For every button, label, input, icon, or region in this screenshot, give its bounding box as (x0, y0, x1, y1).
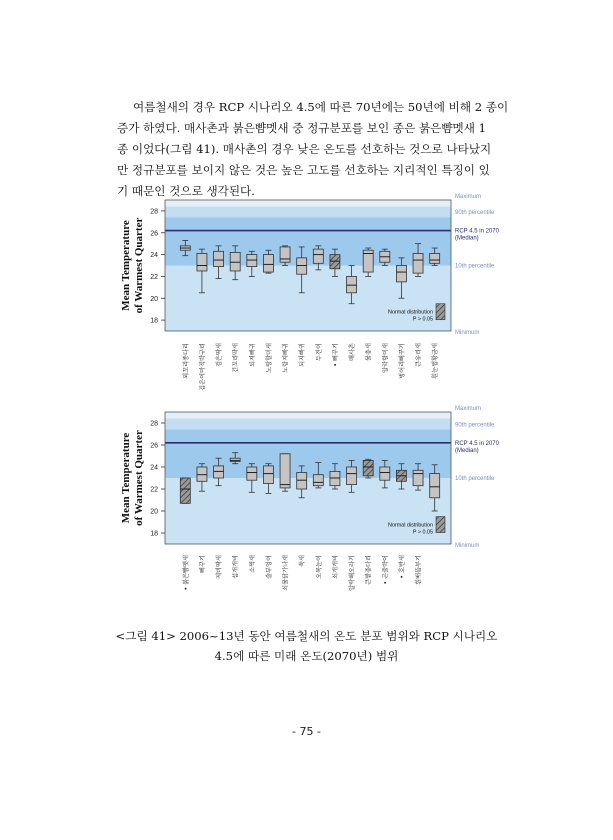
box-iqr (413, 253, 423, 273)
box-iqr (313, 475, 323, 486)
y-tick-label: 18 (150, 530, 158, 538)
category-label: 제비딱새 (216, 555, 224, 579)
y-tick-label: 24 (150, 464, 158, 472)
paragraph-line: 여름철새의 경우 RCP 시나리오 4.5에 따른 70년에는 50년에 비해 2 종이 (133, 100, 509, 114)
y-tick-label: 28 (150, 420, 158, 428)
category-label: 큰밭종다리 (365, 555, 373, 585)
chart-svg (115, 405, 515, 625)
box-iqr (413, 470, 423, 485)
category-label: 매사촌 (349, 343, 357, 361)
figure-caption-line-1: <그림 41> 2006~13년 동안 여름철새의 온도 분포 범위와 RCP 시나리오 (115, 629, 498, 643)
category-label: 되지빠귀 (299, 343, 307, 367)
paragraph-line: 증가 하였다. 매사촌과 붉은뺨멧새 중 정규분포를 보인 종은 붉은뺨멧새 1 (117, 121, 487, 135)
category-label: 쑥새 (299, 555, 307, 567)
box-iqr (263, 466, 273, 484)
band-label-10th: 10th percentile (455, 263, 495, 270)
band-label-90th: 90th percentile (455, 422, 495, 429)
category-label: 물총새 (365, 343, 373, 361)
paragraph-line: 종 이었다(그림 41). 매사촌의 경우 낮은 온도를 선호하는 것으로 나타났지 (117, 142, 492, 156)
chart-svg (115, 193, 515, 408)
box-iqr (430, 474, 440, 498)
category-label: 흰눈썹황금새 (432, 343, 440, 379)
box-iqr (313, 249, 323, 263)
category-label: • 곤줄박이 (382, 555, 390, 585)
y-axis-title-line-2: of Warmest Quarter (133, 430, 145, 526)
box-iqr (330, 255, 340, 269)
band-label-minimum: Minimum (455, 543, 480, 549)
legend-swatch (436, 517, 445, 533)
box-iqr (347, 467, 357, 485)
category-label: 검은딱새 (216, 343, 224, 367)
category-label: 검은이마직박구리 (199, 343, 207, 391)
band-above-max (165, 412, 451, 419)
category-label: 노랑지빠귀 (282, 343, 290, 373)
box-iqr (430, 253, 440, 263)
category-label: • 붉은뺨멧새 (182, 555, 190, 591)
box-iqr (297, 473, 307, 490)
box-iqr (247, 255, 257, 267)
box-iqr (214, 251, 224, 266)
box-iqr (347, 276, 357, 292)
y-tick-label: 18 (150, 317, 158, 325)
category-label: 오목눈이 (315, 555, 323, 579)
y-tick-label: 20 (150, 295, 158, 303)
band-label-rcp-line-1: RCP 4.5 in 2070 (455, 440, 499, 447)
box-iqr (396, 266, 406, 282)
y-tick-label: 24 (150, 252, 158, 260)
legend-text-line-1: Normal distribution (388, 309, 433, 316)
band-label-rcp-line-2: (Median) (455, 235, 479, 242)
category-label: 벙어리뻐꾸기 (398, 343, 406, 379)
y-tick-label: 22 (150, 486, 158, 494)
legend-text-line-2: P > 0.05 (412, 529, 433, 536)
y-axis-title-line-1: Mean Temperature (120, 432, 132, 524)
category-label: 꾀꼬리종다리 (182, 343, 190, 379)
category-label: 큰유리새 (415, 343, 423, 367)
box-iqr (280, 454, 290, 488)
box-iqr (197, 467, 207, 481)
y-tick-label: 26 (150, 442, 158, 450)
box-iqr (230, 458, 240, 461)
paragraph-line: 만 정규분포를 보이지 않은 것은 높은 고도를 선호하는 지리적인 특징이 있 (117, 163, 490, 177)
box-iqr (214, 466, 224, 478)
box-iqr (297, 258, 307, 274)
category-label: 뻐꾸기 (199, 555, 207, 573)
category-label: 소쩍새 (249, 555, 257, 573)
y-tick-label: 22 (150, 273, 158, 281)
category-label: 쇠개개비 (332, 555, 340, 579)
figure-caption-line-2: 4.5에 따른 미래 온도(2070년) 범위 (214, 649, 399, 663)
category-label: 알락할미새 (382, 343, 390, 373)
band-label-maximum: Maximum (455, 193, 482, 200)
category-label: 섬개개비 (232, 555, 240, 579)
band-label-90th: 90th percentile (455, 210, 495, 217)
y-tick-label: 26 (150, 230, 158, 238)
y-tick-label: 28 (150, 208, 158, 216)
legend-swatch (436, 304, 445, 320)
box-iqr (280, 247, 290, 262)
band-label-rcp-line-1: RCP 4.5 in 2070 (455, 228, 499, 235)
category-label: 되지빠귀 (249, 343, 257, 367)
body-paragraph (117, 97, 509, 202)
boxplot-chart-summer-birds-1 (115, 193, 515, 408)
box-iqr (380, 467, 390, 480)
box-iqr (330, 471, 340, 485)
band-label-minimum: Minimum (455, 330, 480, 336)
page-number: - 75 - (292, 725, 321, 738)
box-iqr (363, 460, 373, 475)
category-label: 노랑할미새 (265, 343, 273, 373)
boxplot-chart-summer-birds-2 (115, 405, 515, 625)
category-label: 긴꼬리딱새 (232, 343, 240, 373)
band-label-10th: 10th percentile (455, 476, 495, 482)
band-label-rcp-line-2: (Median) (455, 447, 479, 454)
category-label: 솔부엉이 (265, 555, 273, 579)
category-label: • 호반새 (398, 555, 406, 579)
legend-text-line-2: P > 0.05 (412, 316, 433, 323)
box-iqr (197, 253, 207, 270)
category-label: 쇠물닭가나새 (282, 555, 290, 591)
box-iqr (230, 252, 240, 271)
box-iqr (263, 255, 273, 272)
band-above-max (165, 200, 451, 207)
y-axis-title-line-2: of Warmest Quarter (133, 217, 145, 314)
box-iqr (180, 478, 190, 503)
category-label: 흰배뜸부기 (415, 555, 423, 585)
y-axis-title-line-1: Mean Temperature (120, 220, 132, 311)
category-label: 두견이 (315, 343, 323, 361)
category-label: • 뻐꾸기 (332, 343, 340, 367)
legend-text-line-1: Normal distribution (388, 522, 433, 529)
box-iqr (247, 467, 257, 480)
band-label-maximum: Maximum (455, 405, 482, 412)
paragraph-line: 기 때문인 것으로 생각된다. (117, 184, 255, 198)
y-tick-label: 20 (150, 508, 158, 516)
category-label: 알락해오라기 (349, 555, 357, 591)
